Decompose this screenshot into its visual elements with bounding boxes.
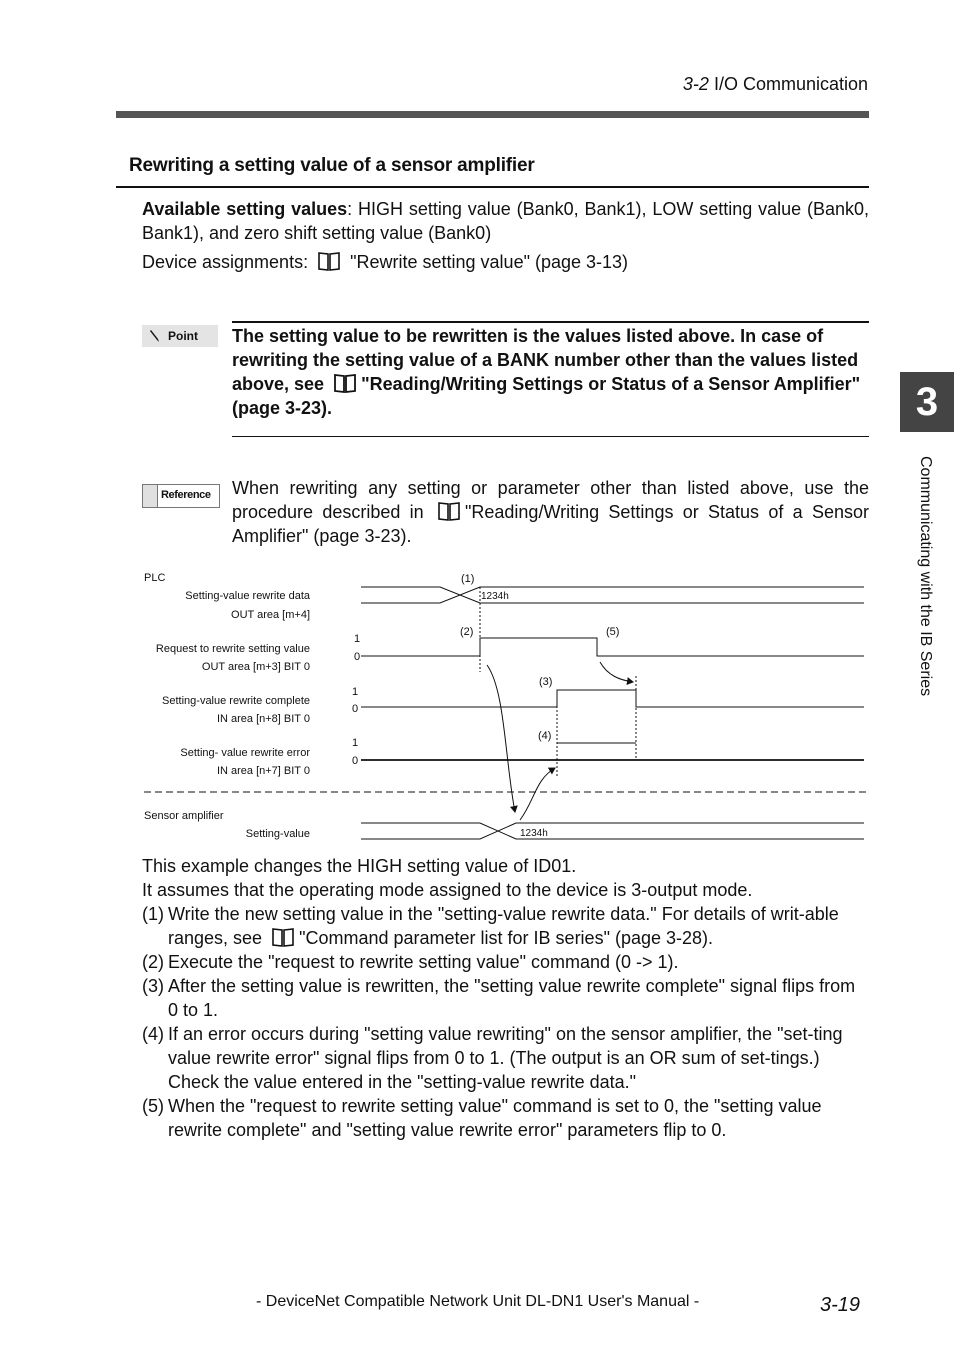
reference-badge-tab (143, 485, 158, 507)
list-item (142, 1022, 869, 1094)
level-low-complete: 0 (352, 703, 359, 715)
list-item (142, 950, 869, 974)
sensor-waveform-b (361, 823, 864, 839)
available-values-label: Available setting values (142, 199, 348, 219)
section-rule (116, 186, 869, 188)
list-item-number: (1) (142, 904, 164, 924)
level-low-request: 0 (354, 651, 361, 663)
available-values-text: : HIGH setting value (Bank0, Bank1), LOW setting value (Bank0, Bank1), and zero shift setting value (Bank0) (142, 199, 869, 243)
sensor-waveform-a (361, 823, 864, 839)
page-number: 3-19 (820, 1294, 861, 1316)
available-values-paragraph (142, 197, 869, 245)
list-item (142, 902, 869, 950)
chapter-tab: 3 (900, 372, 954, 432)
chapter-side-title (916, 456, 936, 756)
signal-area-error: IN area [n+7] BIT 0 (216, 765, 310, 777)
device-assignments-paragraph (142, 250, 869, 274)
sensor-amplifier-label: Sensor amplifier (144, 810, 224, 822)
list-item-text: Execute the "request to rewrite setting value" command (0 -> 1). (168, 952, 679, 972)
signal-name-rewrite-data: Setting-value rewrite data (185, 590, 310, 602)
complete-waveform (361, 690, 864, 707)
body-text (142, 854, 869, 1142)
signal-area-complete: IN area [n+8] BIT 0 (216, 713, 310, 725)
list-item (142, 974, 869, 1022)
device-assignments-label: Device assignments: (142, 252, 309, 272)
point-text (232, 324, 869, 420)
footer-manual-title: - DeviceNet Compatible Network Unit DL-DN1 User's Manual - (256, 1293, 700, 1310)
running-header (600, 74, 868, 95)
signal-name-request: Request to rewrite setting value (155, 643, 310, 655)
reference-badge-label: Reference (161, 489, 211, 501)
list-item-number: (5) (142, 1096, 164, 1116)
list-item-text: Write the new setting value in the "setting-value rewrite data." For details of writ-able ranges, see (168, 904, 839, 948)
point-text-main: The setting value to be rewritten is the values listed above. In case of rewriting the setting value of a BANK number other than the values listed above, see (232, 326, 859, 394)
section-title: Rewriting a setting value of a sensor amplifier (129, 155, 535, 176)
point-badge-label: Point (168, 329, 198, 343)
list-item-number: (3) (142, 976, 164, 996)
sensor-data-value: 1234h (520, 828, 548, 839)
list-item (142, 1094, 869, 1142)
body-line-1: This example changes the HIGH setting value of ID01. (142, 856, 577, 876)
level-high-error: 1 (352, 737, 359, 749)
chapter-side-title-text: Communicating with the IB Series (917, 456, 934, 697)
list-item-text: If an error occurs during "setting value rewriting" on the sensor amplifier, the "set-ting value rewrite error" signal flips from 0 to 1. (The output is an OR sum of set-tings.) Check the value entered in the "setting-value rewrite data." (168, 1024, 843, 1092)
point-badge (142, 325, 218, 347)
arrow-sensor-to-error (520, 768, 555, 820)
body-line-2: It assumes that the operating mode assigned to the device is 3-output mode. (142, 880, 753, 900)
marker-3: (3) (539, 676, 553, 688)
level-low-error: 0 (352, 755, 359, 767)
reference-text (232, 476, 869, 548)
header-section-number: 3-2 (682, 74, 709, 94)
signal-area-request: OUT area [m+3] BIT 0 (201, 661, 310, 673)
signal-area-rewrite-data: OUT area [m+4] (231, 609, 310, 621)
list-item-text: After the setting value is rewritten, the "setting value rewrite complete" signal flips from 0 to 1. (168, 976, 856, 1020)
arrow-request-to-complete (600, 662, 633, 682)
list-item-ref: "Command parameter list for IB series" (page 3-28). (299, 928, 714, 948)
reference-text-main: When rewriting any setting or parameter other than listed above, use the procedure described in (232, 478, 869, 522)
rewrite-data-waveform-a (361, 587, 864, 603)
rewrite-data-waveform-b (361, 587, 864, 603)
sensor-signal-name: Setting-value (245, 828, 310, 840)
reference-text-ref: "Reading/Writing Settings or Status of a Sensor Amplifier" (page 3-23). (232, 502, 869, 546)
pencil-icon (148, 329, 164, 343)
arrow-request-to-sensor (487, 665, 515, 812)
point-text-ref: "Reading/Writing Settings or Status of a Sensor Amplifier" (page 3-23). (232, 374, 861, 418)
level-high-complete: 1 (352, 686, 359, 698)
rewrite-data-value: 1234h (481, 591, 509, 602)
marker-5: (5) (606, 626, 620, 638)
list-item-number: (4) (142, 1024, 164, 1044)
request-waveform (361, 638, 864, 656)
timing-diagram (130, 560, 870, 850)
marker-1: (1) (461, 573, 475, 585)
header-section-title: I/O Communication (713, 74, 868, 94)
book-icon (333, 373, 357, 393)
level-high-request: 1 (354, 633, 361, 645)
header-rule (116, 111, 869, 118)
reference-badge (142, 484, 220, 508)
signal-name-complete: Setting-value rewrite complete (162, 695, 310, 707)
list-item-number: (2) (142, 952, 164, 972)
device-assignments-ref: "Rewrite setting value" (page 3-13) (350, 252, 629, 272)
plc-label: PLC (144, 572, 166, 584)
list-item-text: When the "request to rewrite setting value" command is set to 0, the "setting value rewrite complete" and "setting value rewrite error" parameters flip to 0. (168, 1096, 822, 1140)
marker-2: (2) (460, 626, 474, 638)
marker-4: (4) (538, 730, 552, 742)
book-icon (271, 927, 295, 947)
book-icon (437, 501, 461, 521)
signal-name-error: Setting- value rewrite error (180, 747, 310, 759)
book-icon (317, 251, 341, 271)
